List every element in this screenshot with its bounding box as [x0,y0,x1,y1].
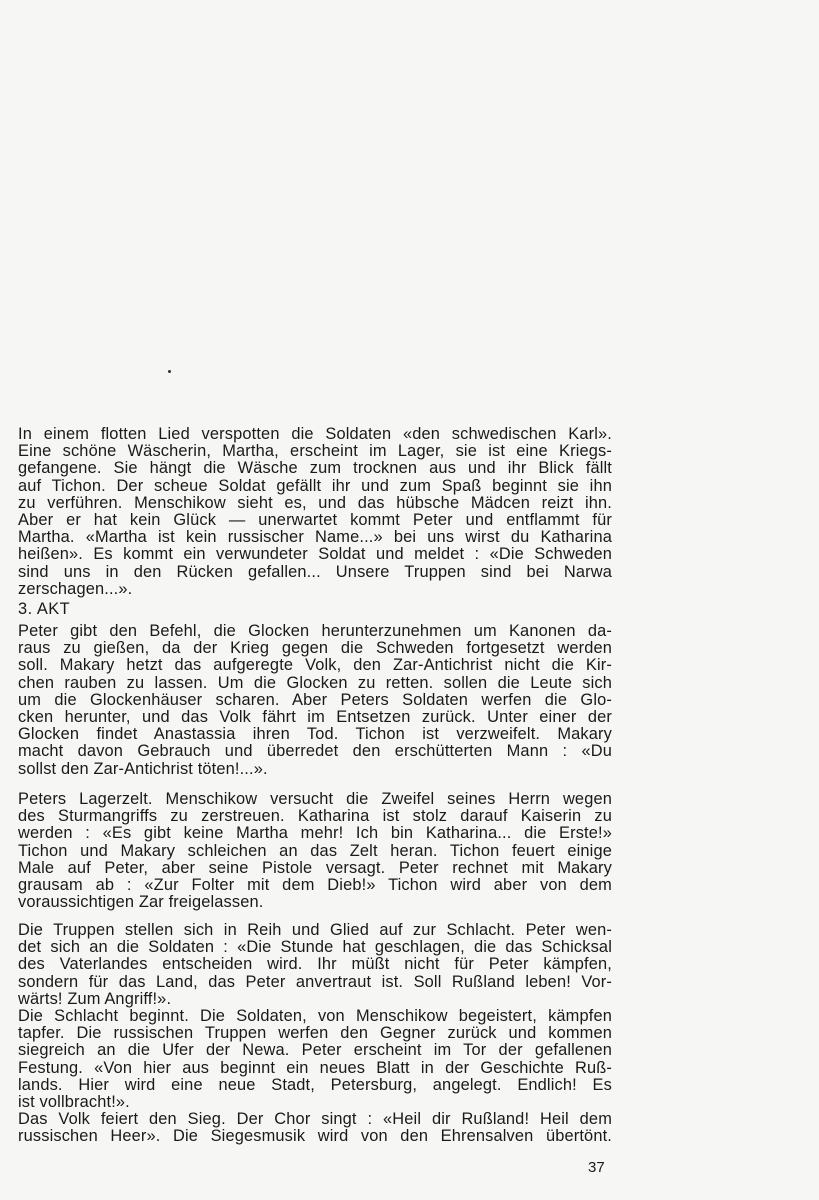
paragraph-lager [18,426,612,598]
text-line: sollst den Zar-Antichrist töten!...». [18,759,268,778]
text-line: tapfer. Die russischen Truppen werfen den Gegner zurück und kommen [18,1024,612,1043]
text-line: heißen». Es kommt ein verwundeter Soldat und meldet : «Die Schweden [18,545,612,564]
text-line: ist vollbracht!». [18,1093,130,1112]
text-line: gefangene. Sie hängt die Wäsche zum trocknen aus und ihr Blick fällt [18,459,612,478]
text-line: Aber er hat kein Glück — unerwartet kommt Peter und entflammt für [18,511,612,530]
text-line: um die Glockenhäuser scharen. Aber Peters Soldaten werfen die Glo- [18,690,612,709]
text-line: werden : «Es gibt keine Martha mehr! Ich bin Katharina... die Erste!» [18,824,612,843]
text-line: In einem flotten Lied verspotten die Soldaten «den schwedischen Karl». [18,425,612,443]
text-line: voraussichtigen Zar freigelassen. [18,893,264,912]
text-line: Martha. «Martha ist kein russischer Name...» bei uns wirst du Katharina [18,528,612,547]
text-line: russischen Heer». Die Siegesmusik wird von den Ehrensalven übertönt. [18,1127,612,1146]
text-line: Male auf Peter, aber seine Pistole versagt. Peter rechnet mit Makary [18,858,612,877]
text-line: Glocken findet Anastassia ihren Tod. Tichon ist verzweifelt. Makary [18,725,612,744]
text-line: des Sturmangriffs zu zerstreuen. Katharina ist stolz darauf Kaiserin zu [18,807,612,826]
text-line: siegreich an die Ufer der Newa. Peter erscheint im Tor der gefallenen [18,1041,612,1060]
paragraph-schlacht [18,922,612,1146]
text-line: Peters Lagerzelt. Menschikow versucht die Zweifel seines Herrn wegen [18,790,612,808]
paragraph-glocken [18,623,612,778]
text-line: det sich an die Soldaten : «Die Stunde hat geschlagen, die das Schicksal [18,938,612,957]
print-speck [168,370,171,373]
text-line: soll. Makary hetzt das aufgeregte Volk, den Zar-Antichrist nicht die Kir- [18,656,612,675]
text-line: macht davon Gebrauch und überredet den erschütterten Mann : «Du [18,742,612,761]
text-line: Peter gibt den Befehl, die Glocken herunterzunehmen um Kanonen da- [18,622,612,640]
text-line: Festung. «Von hier aus beginnt ein neues Blatt in der Geschichte Ruß- [18,1058,612,1077]
text-line: grausam ab : «Zur Folter mit dem Dieb!» Tichon wird aber von dem [18,876,612,895]
text-line: sind uns in den Rücken gefallen... Unsere Truppen sind bei Narwa [18,562,612,581]
text-line: Tichon und Makary schleichen an das Zelt heran. Tichon feuert einige [18,841,612,860]
act-heading: 3. AKT [18,600,71,618]
text-line: lands. Hier wird eine neue Stadt, Petersburg, angelegt. Endlich! Es [18,1075,612,1094]
text-line: zu verführen. Menschikow sieht es, und das hübsche Mädcen reizt ihn. [18,493,612,512]
text-line: zerschagen...». [18,579,133,598]
text-line: des Vaterlandes entscheiden wird. Ihr müßt nicht für Peter kämpfen, [18,955,612,974]
text-line: Die Truppen stellen sich in Reih und Glied auf zur Schlacht. Peter wen- [18,921,612,939]
paragraph-lagerzelt [18,791,612,911]
text-line: wärts! Zum Angriff!». [18,989,172,1008]
text-line: Das Volk feiert den Sieg. Der Chor singt : «Heil dir Rußland! Heil dem [18,1110,612,1129]
text-line: Eine schöne Wäscherin, Martha, erscheint im Lager, sie ist eine Kriegs- [18,442,612,461]
text-line: sondern für das Land, das Peter anvertraut ist. Soll Rußland leben! Vor- [18,972,612,991]
text-line: chen rauben zu lassen. Um die Glocken zu retten. sollen die Leute sich [18,673,612,692]
text-line: raus zu gießen, da der Krieg gegen die Schweden fortgesetzt werden [18,639,612,658]
text-line: cken herunter, und das Volk fährt im Entsetzen zurück. Unter einer der [18,708,612,727]
text-line: auf Tichon. Der scheue Soldat gefällt ihr und zum Spaß beginnt sie ihn [18,476,612,495]
text-line: Die Schlacht beginnt. Die Soldaten, von Menschikow begeistert, kämpfen [18,1007,612,1026]
page-number: 37 [588,1159,605,1176]
